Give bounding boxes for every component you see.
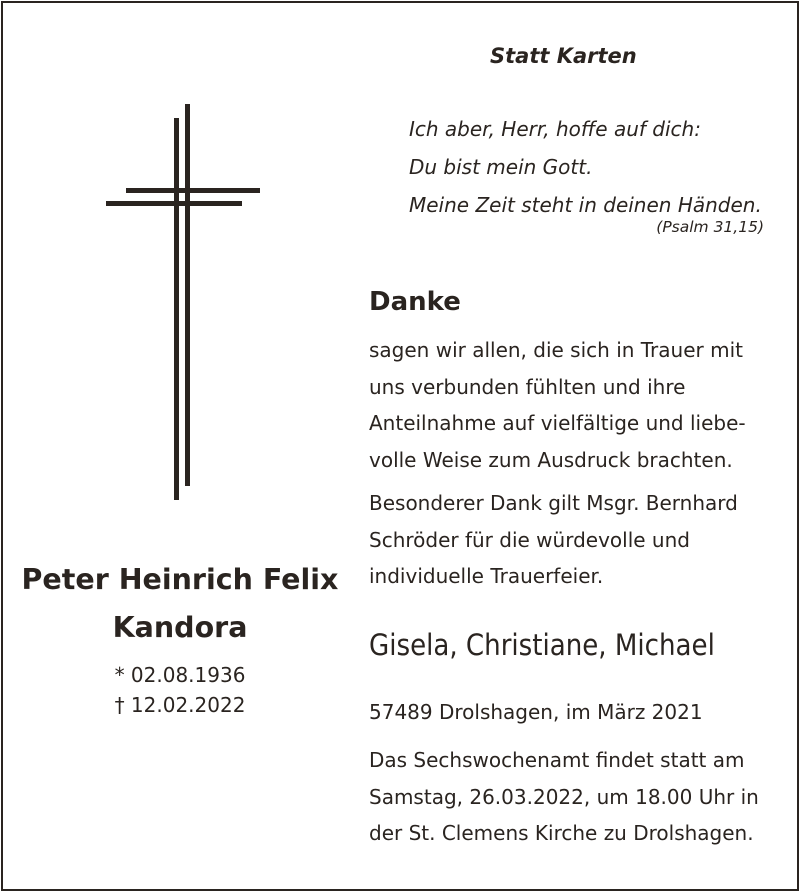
place-date: 57489 Drolshagen, im März 2021	[369, 700, 703, 724]
psalm-line: Ich aber, Herr, hoffe auf dich:	[409, 117, 701, 141]
service-info	[369, 742, 759, 852]
psalm-reference: (Psalm 31,15)	[656, 218, 764, 236]
text-line: Samstag, 26.03.2022, um 18.00 Uhr in	[369, 784, 759, 809]
text-line: sagen wir allen, die sich in Trauer mit	[369, 338, 743, 362]
deceased-name	[10, 556, 350, 652]
psalm-quote	[409, 110, 762, 224]
thanks-heading: Danke	[369, 287, 461, 317]
death-date: † 12.02.2022	[114, 693, 246, 717]
deceased-name-line: Kandora	[112, 611, 248, 644]
text-line: Das Sechswochenamt findet statt am	[369, 748, 745, 772]
text-line: Besonderer Dank gilt Msgr. Bernhard	[369, 491, 738, 515]
thanks-paragraph-2	[369, 485, 738, 595]
cross-icon	[100, 98, 265, 508]
family-names: Gisela, Christiane, Michael	[369, 628, 715, 662]
birth-date: * 02.08.1936	[114, 663, 246, 687]
text-line: volle Weise zum Ausdruck brachten.	[369, 447, 733, 472]
text-line: uns verbunden fühlten und ihre	[369, 374, 686, 399]
deceased-name-line: Peter Heinrich Felix	[21, 563, 339, 596]
text-line: individuelle Trauerfeier.	[369, 564, 604, 588]
psalm-line: Meine Zeit steht in deinen Händen.	[409, 193, 762, 217]
psalm-line: Du bist mein Gott.	[409, 155, 593, 179]
text-line: der St. Clemens Kirche zu Drolshagen.	[369, 821, 754, 845]
life-dates	[10, 660, 350, 720]
text-line: Anteilnahme auf vielfältige und liebe-	[369, 411, 746, 435]
thanks-paragraph-1	[369, 332, 746, 478]
header-statt-karten: Statt Karten	[490, 44, 637, 68]
text-line: Schröder für die würdevolle und	[369, 527, 690, 552]
